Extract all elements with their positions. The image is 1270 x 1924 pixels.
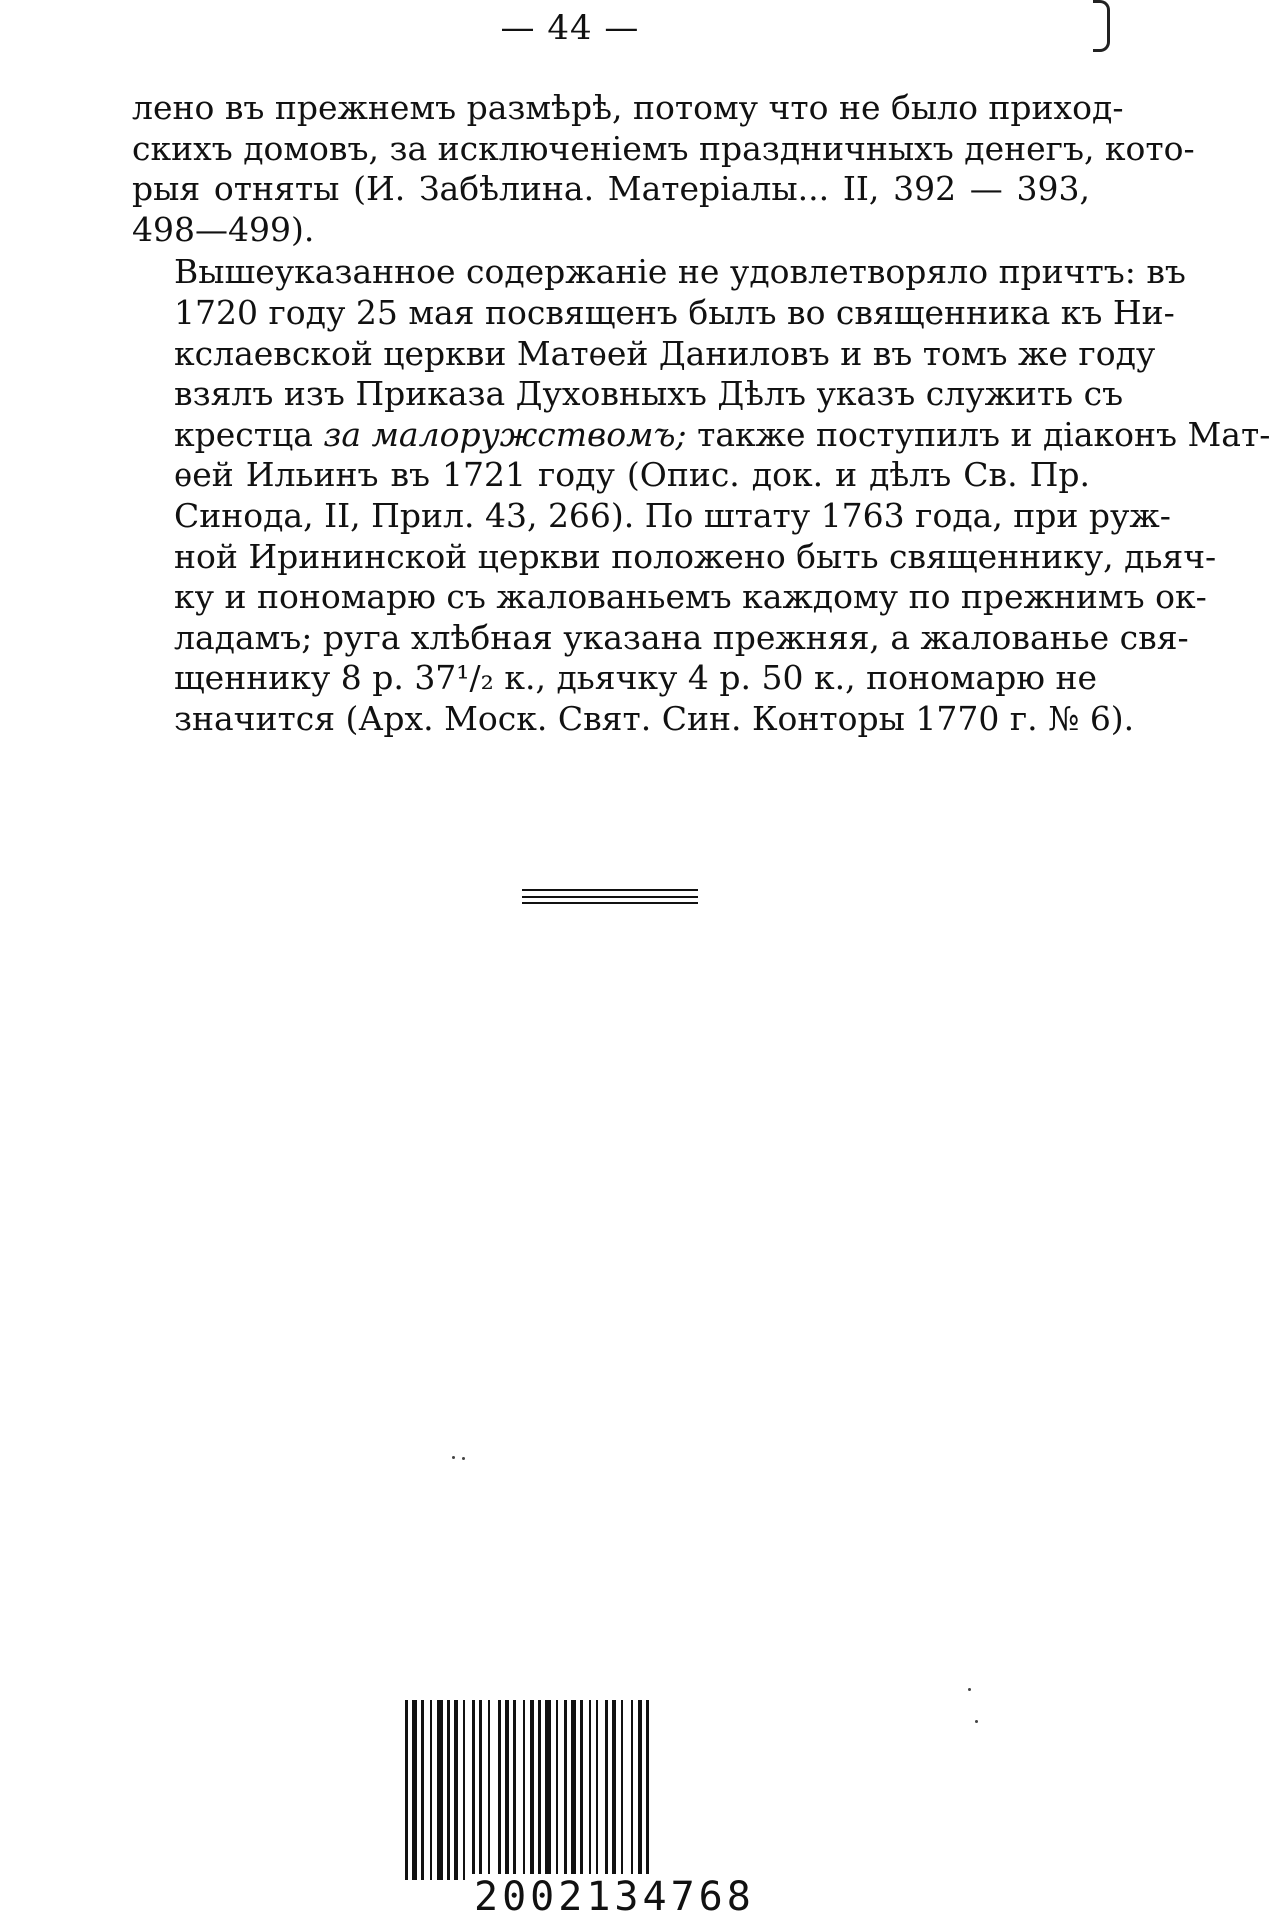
barcode-bar	[538, 1700, 541, 1880]
barcode-bar	[621, 1700, 623, 1880]
paragraph-1	[132, 88, 1195, 250]
text-line	[132, 414, 1270, 456]
barcode-bar	[437, 1700, 443, 1880]
barcode-bar	[472, 1700, 475, 1880]
section-divider	[522, 896, 698, 898]
text-line: рыя отняты (И. Забѣлина. Матеріалы... II, 392 — 393,	[132, 169, 1090, 209]
page-number: — 44 —	[500, 8, 640, 48]
text-line: лено въ прежнемъ размѣрѣ, потому что не было приход-	[132, 88, 1124, 127]
barcode-number: 2002134768	[470, 1874, 759, 1920]
print-speck	[462, 1457, 465, 1460]
section-divider	[522, 889, 698, 891]
barcode-bar	[430, 1700, 432, 1880]
barcode-bar	[479, 1700, 482, 1880]
print-speck	[968, 1688, 971, 1691]
italic-phrase: за малоружствомъ;	[323, 414, 687, 454]
barcode-bar	[498, 1700, 501, 1880]
barcode-bar	[530, 1700, 534, 1880]
barcode-bar	[523, 1700, 525, 1880]
text-line: ѳей Ильинъ въ 1721 году (Опис. док. и дѣлъ Св. Пр.	[174, 455, 1090, 495]
barcode-bar	[488, 1700, 490, 1880]
barcode-bar	[631, 1700, 633, 1880]
text-line: 498—499).	[132, 209, 315, 249]
text-line: значится (Арх. Моск. Свят. Син. Конторы 1770 г. № 6).	[174, 698, 1135, 738]
print-speck	[452, 1456, 455, 1459]
barcode-bar	[454, 1700, 458, 1880]
section-divider	[522, 902, 698, 904]
text-line: Вышеуказанное содержаніе не удовлетворяло причтъ: въ	[174, 252, 1186, 292]
barcode-bar	[564, 1700, 567, 1880]
barcode-bar	[612, 1700, 616, 1880]
barcode-bar	[463, 1700, 465, 1880]
barcode-bar	[589, 1700, 591, 1880]
text-line: ладамъ; руга хлѣбная указана прежняя, а жалованье свя-	[174, 617, 1189, 657]
text-line: скихъ домовъ, за исключеніемъ праздничныхъ денегъ, кото-	[132, 128, 1195, 168]
text-line: кслаевской церкви Матѳей Даниловъ и въ томъ же году	[174, 333, 1156, 373]
text-line: Синода, II, Прил. 43, 266). По штату 1763 года, при руж-	[174, 495, 1171, 535]
paragraph-2	[132, 252, 1270, 739]
text-line: щеннику 8 р. 37¹/₂ к., дьячку 4 р. 50 к., пономарю не	[174, 658, 1098, 698]
text-line: ку и пономарю съ жалованьемъ каждому по прежнимъ ок-	[174, 577, 1207, 617]
barcode-bar	[646, 1700, 649, 1880]
text-fragment: также поступилъ и діаконъ Мат-	[686, 414, 1270, 454]
text-line: 1720 году 25 мая посвященъ былъ во священника къ Ни-	[174, 292, 1175, 332]
text-fragment: крестца	[174, 414, 324, 454]
text-line: ной Ирининской церкви положено быть священнику, дьяч-	[174, 536, 1217, 576]
barcode-bar	[421, 1700, 424, 1880]
barcode-bar	[513, 1700, 516, 1880]
barcode-bar	[580, 1700, 583, 1880]
barcode-bar	[405, 1700, 408, 1880]
body-text	[132, 88, 1270, 740]
barcode-bar	[545, 1700, 551, 1880]
barcode-bar	[605, 1700, 608, 1880]
barcode-bar	[596, 1700, 598, 1880]
text-line: взялъ изъ Приказа Духовныхъ Дѣлъ указъ служить съ	[174, 374, 1124, 414]
barcode-bar	[638, 1700, 642, 1880]
corner-mark	[1093, 0, 1110, 52]
barcode-bar	[412, 1700, 417, 1880]
barcode-bar	[505, 1700, 509, 1880]
barcode-bars	[405, 1700, 810, 1880]
print-speck	[975, 1720, 978, 1723]
barcode-bar	[447, 1700, 450, 1880]
barcode-bar	[571, 1700, 576, 1880]
barcode-bar	[556, 1700, 558, 1880]
